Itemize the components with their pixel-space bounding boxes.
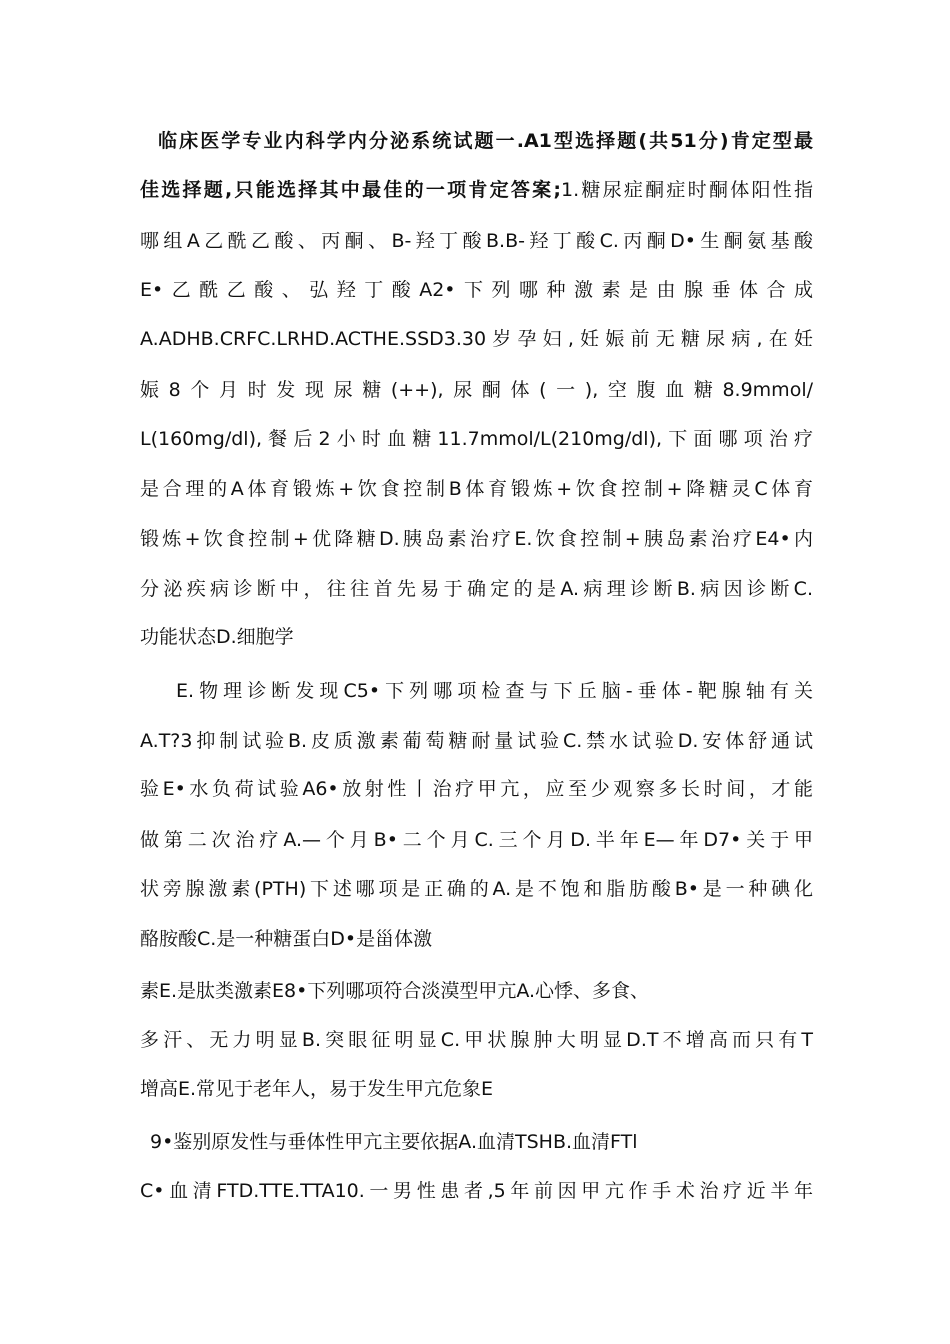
text-line-2-normal: 1.糖尿症酮症时酮体阳性指 xyxy=(561,179,813,201)
text-line-12: E.物理诊断发现C5•下列哪项检查与下丘脑-垂体-靶腺轴有关 xyxy=(176,680,813,702)
text-line-18: 素E.是肽类激素E8•下列哪项符合淡漠型甲亢A.心悸、多食、 xyxy=(140,980,650,1002)
text-line-9: 锻炼+饮食控制+优降糖D.胰岛素治疗E.饮食控制+胰岛素治疗E4•内 xyxy=(140,528,813,550)
text-line-16: 状旁腺激素(PTH)下述哪项是正确的A.是不饱和脂肪酸B•是一种碘化 xyxy=(140,878,813,900)
text-line-6: 娠8个月时发现尿糖(++),尿酮体(一),空腹血糖8.9mmol/ xyxy=(140,379,813,401)
text-line-4: E•乙酰乙酸、弘羟丁酸A2•下列哪种激素是由腺垂体合成 xyxy=(140,279,813,301)
text-line-21: 9•鉴别原发性与垂体性甲亢主要依据A.血清TSHB.血清FTl xyxy=(150,1131,638,1153)
text-line-10: 分泌疾病诊断中，往往首先易于确定的是A.病理诊断B.病因诊断C. xyxy=(140,578,813,600)
text-line-11: 功能状态D.细胞学 xyxy=(140,626,294,648)
text-line-19: 多汗、无力明显B.突眼征明显C.甲状腺肿大明显D.T不增高而只有T xyxy=(140,1029,813,1051)
text-line-2-bold: 佳选择题,只能选择其中最佳的一项肯定答案; xyxy=(140,179,561,201)
text-line-2 xyxy=(140,177,813,203)
text-line-22: C•血清FTD.TTE.TTA10.一男性患者,5年前因甲亢作手术治疗近半年 xyxy=(140,1180,813,1202)
text-line-13: A.T?3抑制试验B.皮质激素葡萄糖耐量试验C.禁水试验D.安体舒通试 xyxy=(140,730,813,752)
text-line-8: 是合理的A体育锻炼+饮食控制B体育锻炼+饮食控制+降糖灵C体育 xyxy=(140,478,813,500)
text-line-5: A.ADHB.CRFC.LRHD.ACTHE.SSD3.30岁孕妇,妊娠前无糖尿病,在妊 xyxy=(140,328,813,350)
text-line-15: 做第二次治疗A.—个月B•二个月C.三个月D.半年E—年D7•关于甲 xyxy=(140,829,813,851)
text-line-1: 临床医学专业内科学内分泌系统试题一.A1型选择题(共51分)肯定型最 xyxy=(158,130,813,152)
text-line-7: L(160mg/dl),餐后2小时血糖11.7mmol/L(210mg/dl),下面哪项治疗 xyxy=(140,428,813,450)
text-line-3: 哪组A乙酰乙酸、丙酮、B-羟丁酸B.B-羟丁酸C.丙酮D•生酮氨基酸 xyxy=(140,230,813,252)
text-line-20: 增高E.常见于老年人，易于发生甲亢危象E xyxy=(140,1078,494,1100)
text-line-17: 酪胺酸C.是一种糖蛋白D•是甾体激 xyxy=(140,928,433,950)
text-line-14: 验E•水负荷试验A6•放射性丨治疗甲亢，应至少观察多长时间，才能 xyxy=(140,778,813,800)
